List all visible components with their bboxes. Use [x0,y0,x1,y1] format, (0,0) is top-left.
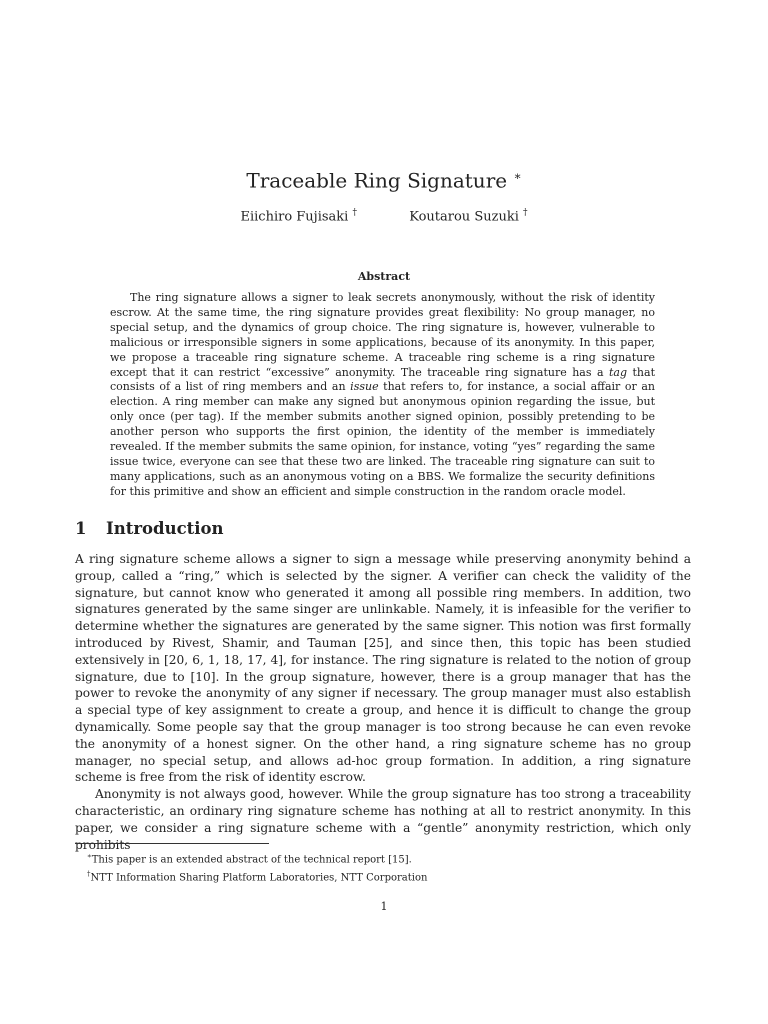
abstract-part-1: The ring signature allows a signer to leak secrets anonymously, without the risk of identity escrow. At the same time, the ring signature provides great flexibility: No group manager, no special setup, and the dynamics of group choice. The ring signature is, however, vulnerable to malicious or irresponsible signers in some applications, because of its anonymity. In this paper, we propose a traceable ring signature scheme. A traceable ring scheme is a ring signature except that it can restrict “excessive” anonymity. The traceable ring signature has a [110,291,655,379]
section-title: Introduction [106,519,224,538]
section-body [75,551,691,853]
abstract-part-3: that refers to, for instance, a social affair or an election. A ring member can make any signed but anonymous opinion regarding the issue, but only once (per tag). If the member submits another signed opinion, possibly pretending to be another person who supports the first opinion, the identity of the member is immediately revealed. If the member submits the same opinion, for instance, voting “yes” regarding the same issue twice, everyone can see that these two are linked. The traceable ring signature can suit to many applications, such as an anonymous voting on a BBS. We formalize the security definitions for this primitive and show an efficient and simple construction in the random oracle model. [110,380,656,498]
abstract-term-tag: tag [609,365,628,379]
body-paragraph-2: Anonymity is not always good, however. While the group signature has too strong a traceability characteristic, an ordinary ring signature scheme has nothing at all to restrict anonymity. In this paper, we consider a ring signature scheme with a “gentle” anonymity restriction, which only prohibits [75,787,691,852]
author-2-name: Koutarou Suzuki [409,209,519,225]
section-number: 1 [75,519,87,538]
author-1-name: Eiichiro Fujisaki [240,209,349,225]
body-paragraph-1: A ring signature scheme allows a signer to sign a message while preserving anonymity behind a group, called a “ring,” which is selected by the signer. A verifier can check the validity of the signature, but cannot know who generated it among all possible ring members. In addition, two signatures generated by the same singer are unlinkable. Namely, it is infeasible for the verifier to determine whether the signatures are generated by the same signer. This notion was first formally introduced by Rivest, Shamir, and Tauman [25], and since then, this topic has been studied extensively in [20, 6, 1, 18, 17, 4], for instance. The ring signature is related to the notion of group signature, due to [10]. In the group signature, however, there is a group manager that has the power to revoke the anonymity of any signer if necessary. The group manager must also establish a special type of key assignment to create a group, and hence it is difficult to change the group dynamically. Some people say that the group manager is too strong because he can even revoke the anonymity of a honest signer. On the other hand, a ring signature scheme has no group manager, no special setup, and allows ad-hoc group formation. In addition, a ring signature scheme is free from the risk of identity escrow. [75,552,691,785]
footnote-2 [75,867,691,885]
abstract-heading: Abstract [357,270,411,283]
author-list [0,204,768,226]
footnote-1-text: This paper is an extended abstract of the technical report [15]. [91,854,412,866]
footnote-2-text: NTT Information Sharing Platform Laboratories, NTT Corporation [90,872,428,884]
author-1-mark: † [352,208,357,218]
abstract-text [110,291,655,500]
page-number: 1 [380,900,388,913]
author-2 [409,204,527,226]
section-heading [75,517,224,541]
abstract-part-2: that consists of a list of ring members and an [110,365,655,394]
author-2-mark: † [523,208,528,218]
footnote-1-mark: ∗ [87,852,92,860]
paper-title [0,163,768,194]
paper-title-text: Traceable Ring Signature [246,168,508,193]
abstract-term-issue: issue [350,380,379,394]
footnote-2-mark: † [87,870,91,879]
author-1 [240,204,356,226]
title-footnote-mark: ∗ [513,169,522,183]
footnote-1 [75,849,691,867]
footnotes [75,849,691,886]
footnote-rule [75,843,269,844]
